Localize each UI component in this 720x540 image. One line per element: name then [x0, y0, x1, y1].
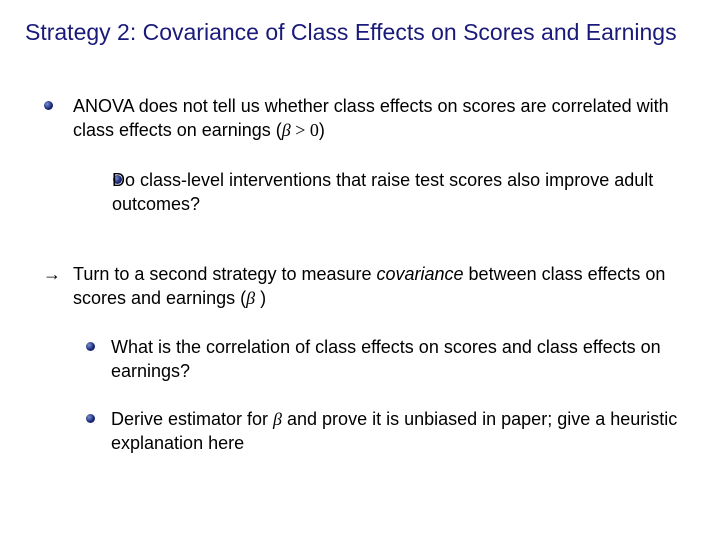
- beta-symbol: β: [281, 120, 291, 140]
- item-text-end: ): [255, 288, 267, 308]
- slide-title: Strategy 2: Covariance of Class Effects on Scores and Earnings: [25, 19, 677, 45]
- list-item: [111, 407, 691, 455]
- title-mask: [0, 62, 720, 88]
- item-text: What is the correlation of class effects on scores and class effects on earnings?: [111, 337, 661, 381]
- arrow-right-icon: →: [43, 264, 61, 284]
- bullet-icon: [44, 101, 53, 110]
- slide-title-area: [0, 0, 720, 62]
- list-item: [73, 262, 673, 310]
- beta-symbol: β: [246, 288, 256, 308]
- item-text-middle: between class effects on scores and earnings (: [73, 264, 666, 308]
- item-text-end: ): [318, 120, 325, 140]
- list-item: [73, 94, 693, 142]
- item-text: ANOVA does not tell us whether class effects on scores are correlated with class effects on earnings (: [73, 96, 669, 140]
- item-text: Do class-level interventions that raise test scores also improve adult outcomes?: [112, 170, 654, 214]
- beta-symbol: β: [273, 409, 283, 429]
- item-text-end: and prove it is unbiased in paper; give a heuristic explanation here: [111, 409, 678, 453]
- list-item: [112, 168, 692, 216]
- item-text: Turn to a second strategy to measure: [73, 264, 377, 284]
- bullet-icon: [86, 342, 95, 351]
- bullet-icon: [86, 414, 95, 423]
- item-emphasis: covariance: [376, 264, 464, 284]
- math-relation: > 0: [290, 120, 319, 140]
- item-text: Derive estimator for: [111, 409, 274, 429]
- list-item: [111, 335, 671, 383]
